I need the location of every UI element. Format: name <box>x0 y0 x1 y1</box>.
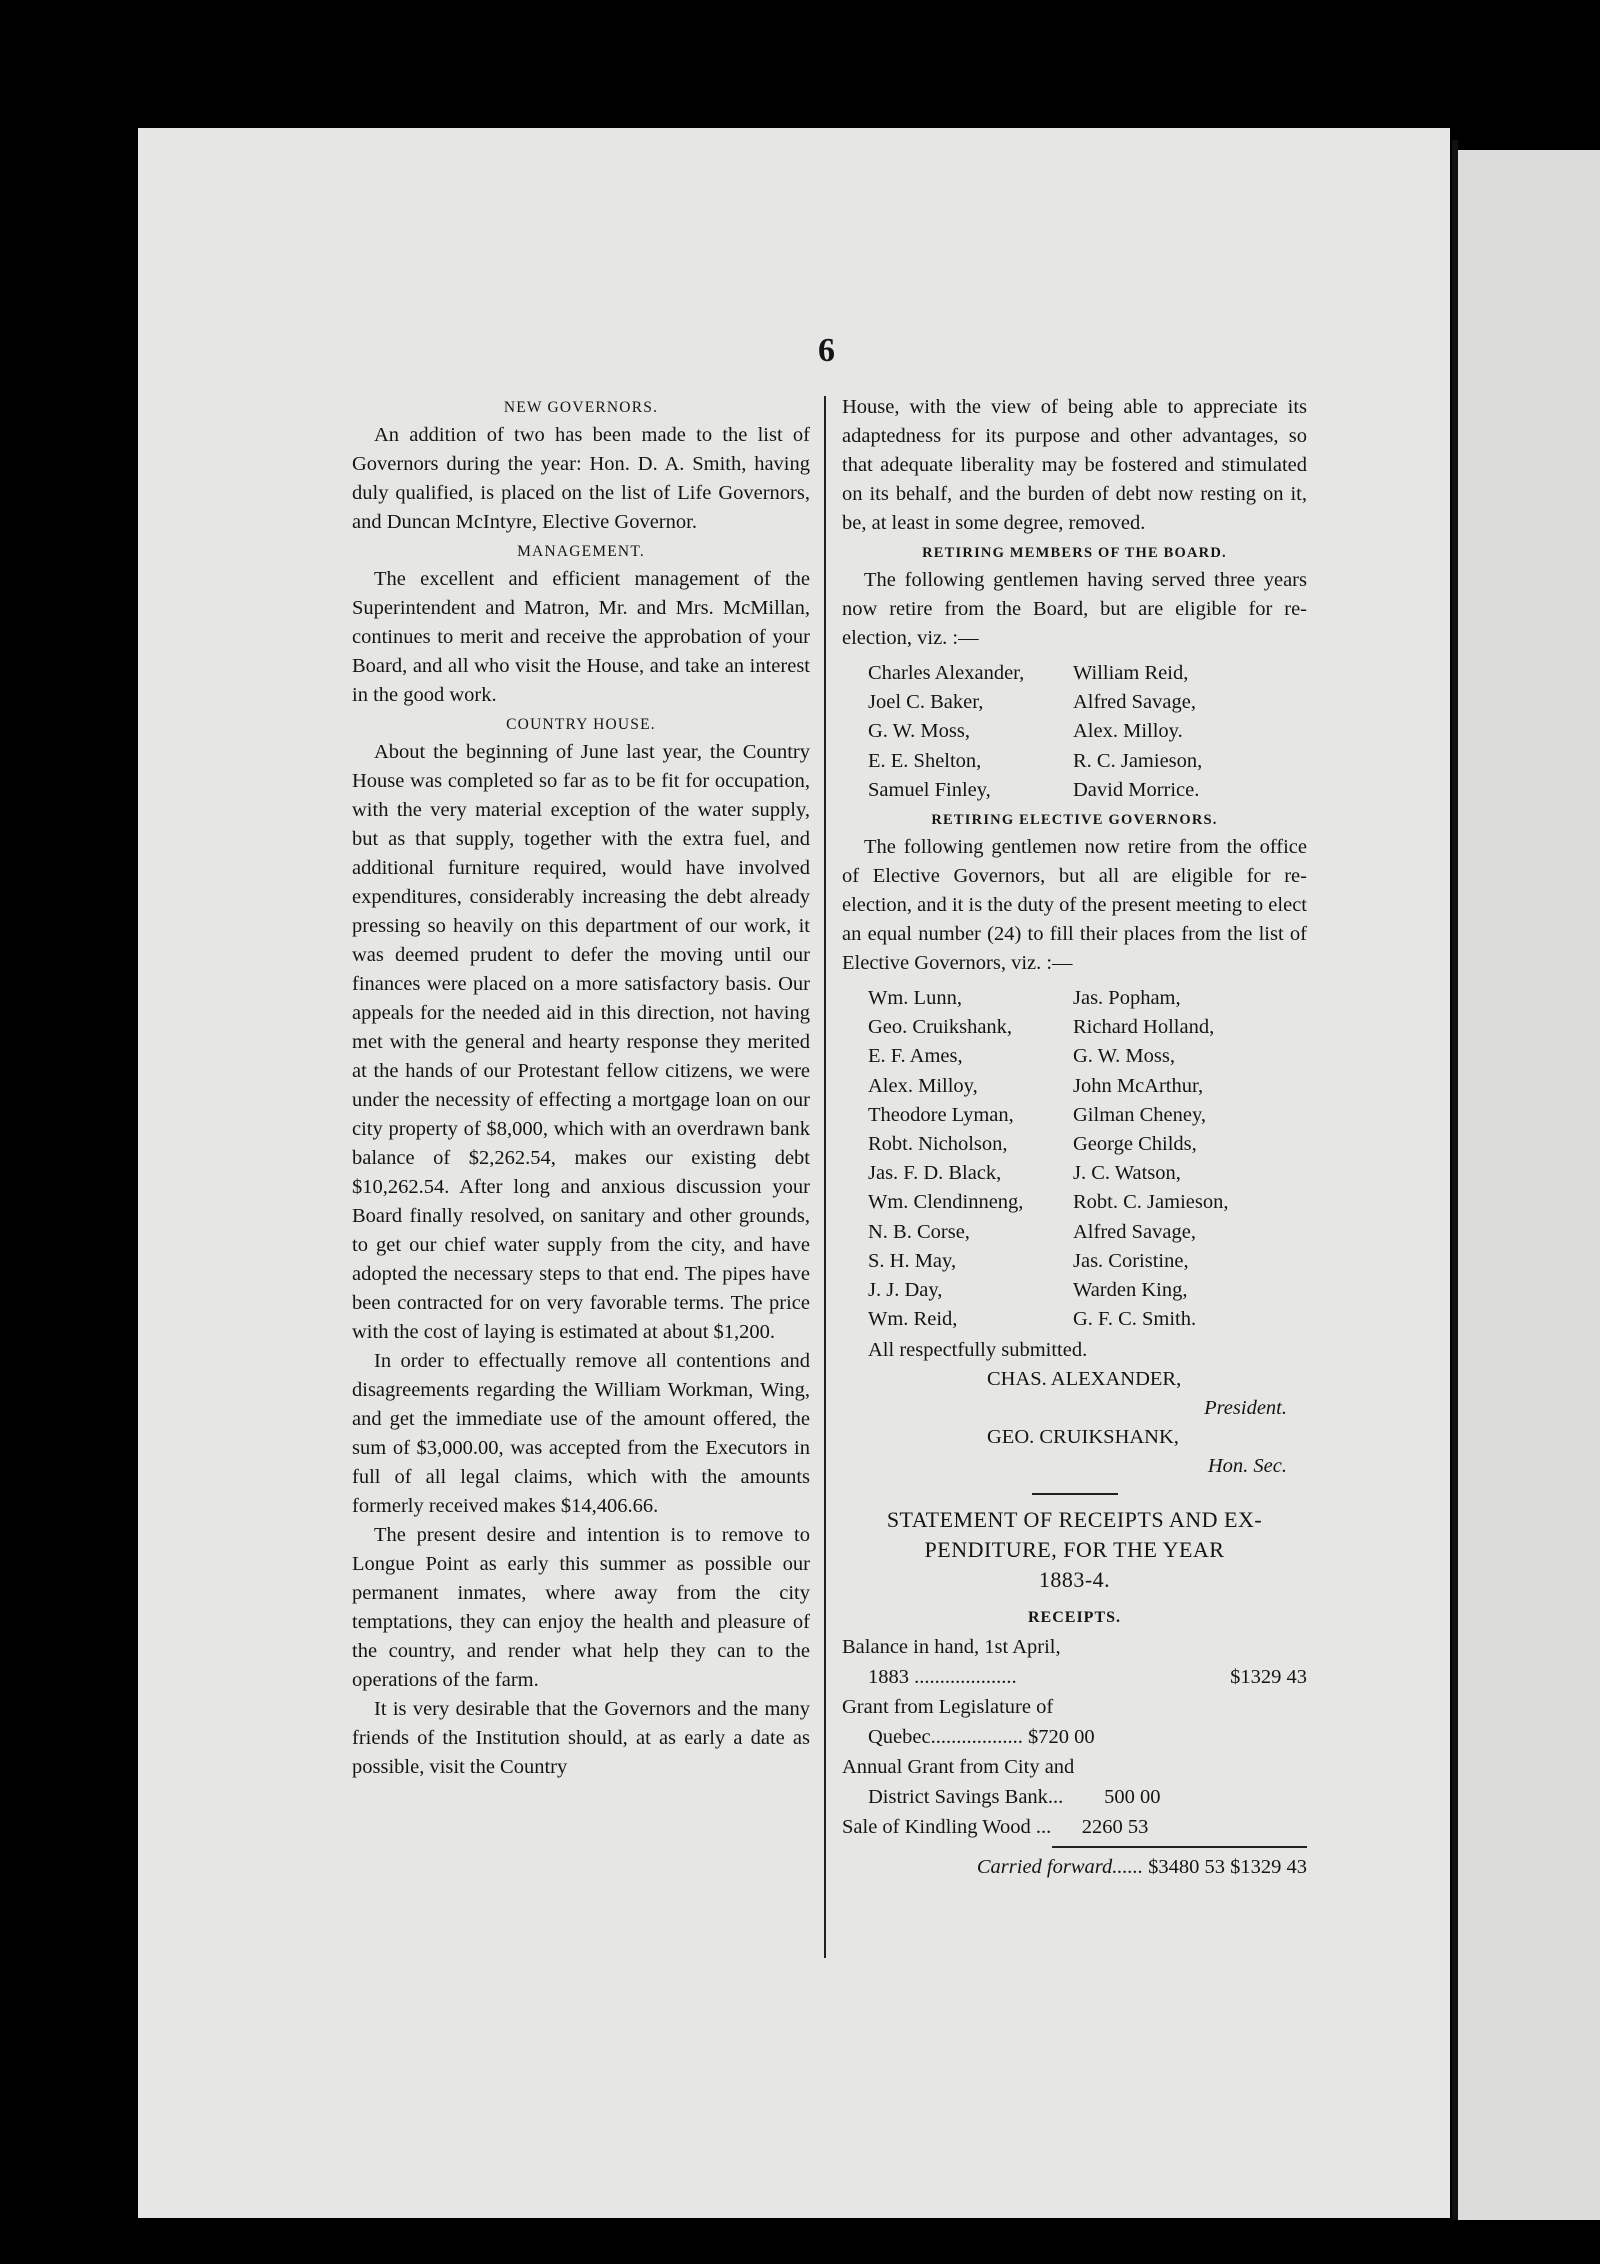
elective-governor-name: S. H. May, <box>868 1249 957 1272</box>
receipts-heading: RECEIPTS. <box>1027 1609 1122 1627</box>
receipts-ledger <box>842 1632 1307 1882</box>
elective-governor-name: Geo. Cruikshank, <box>868 1016 1013 1039</box>
retiring-member-name: Charles Alexander, <box>868 662 1025 684</box>
paragraph-country-house-4: It is very desirable that the Governors and the many friends of the Institution should, at as early a date as possible, visit the Country <box>352 1698 810 1778</box>
elective-governor-name: Jas. Popham, <box>1073 987 1181 1010</box>
ledger-balance-label-2: 1883 .................... <box>868 1666 1017 1689</box>
elective-governor-name: N. B. Corse, <box>868 1220 970 1243</box>
right-column <box>842 393 1307 1882</box>
retiring-member-name: Joel C. Baker, <box>868 691 984 714</box>
elective-governor-name: J. J. Day, <box>868 1279 943 1302</box>
elective-governor-name: Jas. F. D. Black, <box>868 1162 1002 1185</box>
retiring-member-name: Alex. Milloy. <box>1073 720 1183 743</box>
ledger-annual-label-1: Annual Grant from City and <box>842 1756 1075 1779</box>
ledger-grant-label-2: Quebec.................. <box>868 1726 1023 1749</box>
elective-governor-name: J. C. Watson, <box>1073 1162 1181 1185</box>
ledger-carried-label: Carried forward...... <box>976 1856 1143 1879</box>
ledger-row-kindling <box>842 1812 1307 1842</box>
section-rule <box>1032 1493 1118 1495</box>
retiring-member-name: E. E. Shelton, <box>868 749 982 772</box>
ledger-carried-amount-2: $1329 43 <box>1230 1856 1307 1879</box>
paragraph-management: The excellent and efficient management of the Superintendent and Matron, Mr. and Mrs. McMillan, continues to merit and receive the approbation of your Board, and all who visit the House, and take an interest in the good work. <box>352 568 810 706</box>
secretary-title: Hon. Sec. <box>1207 1455 1287 1478</box>
statement-title-line-2: PENDITURE, FOR THE YEAR <box>924 1537 1225 1563</box>
heading-management: MANAGEMENT. <box>517 543 645 560</box>
elective-governor-name: G. W. Moss, <box>1073 1045 1175 1068</box>
retiring-member-name: David Morrice. <box>1073 778 1200 801</box>
ledger-grant-amount: $720 00 <box>1027 1726 1095 1749</box>
paragraph-country-house-2: In order to effectually remove all contentions and disagreements regarding the William Workman, Wing, and get the immediate use of the amount offered, the sum of $3,000.00, was accepted from the Executors in full of all legal claims, which with the amounts formerly received makes $14,406.66. <box>352 1350 810 1517</box>
paragraph-new-governors: An addition of two has been made to the list of Governors during the year: Hon. D. A. Smith, having duly qualified, is placed on the list of Life Governors, and Duncan McIntyre, Elective Governor. <box>352 424 810 533</box>
ledger-row-balance <box>842 1662 1307 1692</box>
ledger-kindling-label: Sale of Kindling Wood ... <box>842 1816 1052 1839</box>
heading-retiring-elective: RETIRING ELECTIVE GOVERNORS. <box>931 812 1218 829</box>
elective-governor-name: Wm. Lunn, <box>868 987 962 1010</box>
elective-governor-name: Robt. Nicholson, <box>868 1133 1008 1156</box>
elective-governor-name: Jas. Coristine, <box>1073 1249 1189 1272</box>
elective-governor-name: G. F. C. Smith. <box>1073 1308 1197 1331</box>
submitted-line: All respectfully submitted. <box>868 1339 1088 1362</box>
statement-title-line-3: 1883-4. <box>1038 1567 1111 1593</box>
elective-governors-list <box>842 984 1307 1334</box>
secretary-name: GEO. CRUIKSHANK, <box>987 1426 1179 1449</box>
retiring-member-name: G. W. Moss, <box>868 720 970 743</box>
ledger-balance-label-1: Balance in hand, 1st April, <box>842 1636 1061 1659</box>
retiring-member-name: R. C. Jamieson, <box>1073 749 1203 772</box>
ledger-row-carried <box>842 1852 1307 1882</box>
ledger-row-grant <box>842 1722 1307 1752</box>
column-divider <box>824 396 826 1958</box>
retiring-member-name: Samuel Finley, <box>868 778 991 801</box>
ledger-annual-amount: 500 00 <box>1104 1786 1161 1809</box>
paragraph-country-house-1: About the beginning of June last year, the Country House was completed so far as to be fit for occupation, with the very material exception of the water supply, but as that supply, together with the extra fuel, and additional furniture required, would have involved expenditures, considerably increasing the debt already pressing so heavily on this department of our work, it was deemed prudent to defer the moving until our finances were placed on a more satisfactory basis. Our appeals for the needed aid in this direction, not having met with the general and hearty response they merited at the hands of our Protestant fellow citizens, we were under the necessity of effecting a mortgage loan on our city property of $8,000, which with an overdrawn bank balance of $2,262.54, makes our existing debt $10,262.54. After long and anxious discussion your Board finally resolved, on sanitary and other grounds, to get our chief water supply from the city, and have adopted the necessary steps to that end. The pipes have been contracted for on very favorable terms. The price with the cost of laying is estimated at about $1,200. <box>352 741 810 1343</box>
elective-governor-name: John McArthur, <box>1073 1074 1204 1097</box>
elective-governor-name: Richard Holland, <box>1073 1016 1215 1039</box>
president-title: President. <box>1204 1397 1287 1420</box>
ledger-grant-label-1: Grant from Legislature of <box>842 1696 1054 1719</box>
signature-block <box>842 1336 1307 1481</box>
heading-country-house: COUNTRY HOUSE. <box>506 716 656 733</box>
ledger-row-annual <box>842 1782 1307 1812</box>
statement-title <box>842 1505 1307 1595</box>
ledger-annual-label-2: District Savings Bank... <box>868 1786 1064 1809</box>
elective-governor-name: E. F. Ames, <box>868 1045 963 1068</box>
elective-governor-name: Robt. C. Jamieson, <box>1073 1191 1229 1214</box>
paragraph-retiring-members: The following gentlemen having served three years now retire from the Board, but are eligible for re-election, viz. :— <box>842 569 1307 649</box>
elective-governor-name: Wm. Reid, <box>868 1308 958 1331</box>
ledger-balance-amount: $1329 43 <box>1230 1666 1307 1689</box>
paragraph-country-house-3: The present desire and intention is to remove to Longue Point as early this summer as possible our permanent inmates, where away from the city temptations, they can enjoy the health and pleasure of the country, and render what help they can to the operations of the farm. <box>352 1524 810 1691</box>
heading-new-governors: NEW GOVERNORS. <box>503 399 659 416</box>
elective-governor-name: George Childs, <box>1073 1133 1197 1156</box>
left-column <box>352 393 810 1782</box>
elective-governor-name: Alex. Milloy, <box>868 1074 978 1097</box>
ledger-carried-amount-1: $3480 53 <box>1148 1856 1225 1879</box>
elective-governor-name: Theodore Lyman, <box>868 1103 1014 1126</box>
president-name: CHAS. ALEXANDER, <box>987 1368 1182 1391</box>
ledger-total-rule <box>1052 1846 1307 1848</box>
elective-governor-name: Wm. Clendinneng, <box>868 1191 1024 1214</box>
heading-retiring-members: RETIRING MEMBERS OF THE BOARD. <box>922 545 1227 561</box>
retiring-members-list <box>842 659 1307 805</box>
retiring-member-name: William Reid, <box>1073 662 1189 684</box>
statement-title-line-1: STATEMENT OF RECEIPTS AND EX- <box>886 1507 1263 1533</box>
paragraph-retiring-elective: The following gentlemen now retire from the office of Elective Governors, but all are eligible for re-election, and it is the duty of the present meeting to elect an equal number (24) to fill their places from the list of Elective Governors, viz. :— <box>842 836 1307 975</box>
elective-governor-name: Alfred Savage, <box>1073 1220 1196 1243</box>
paragraph-continued: House, with the view of being able to appreciate its adaptedness for its purpose and other advantages, so that adequate liberality may be fostered and stimulated on its behalf, and the burden of debt now resting on it, be, at least in some degree, removed. <box>842 396 1307 534</box>
elective-governor-name: Gilman Cheney, <box>1073 1103 1207 1126</box>
adjacent-page-edge <box>1458 150 1600 2220</box>
retiring-member-name: Alfred Savage, <box>1073 691 1196 714</box>
elective-governor-name: Warden King, <box>1073 1279 1188 1302</box>
page-number: 6 <box>818 332 835 369</box>
ledger-kindling-amount: 2260 53 <box>1081 1816 1149 1839</box>
